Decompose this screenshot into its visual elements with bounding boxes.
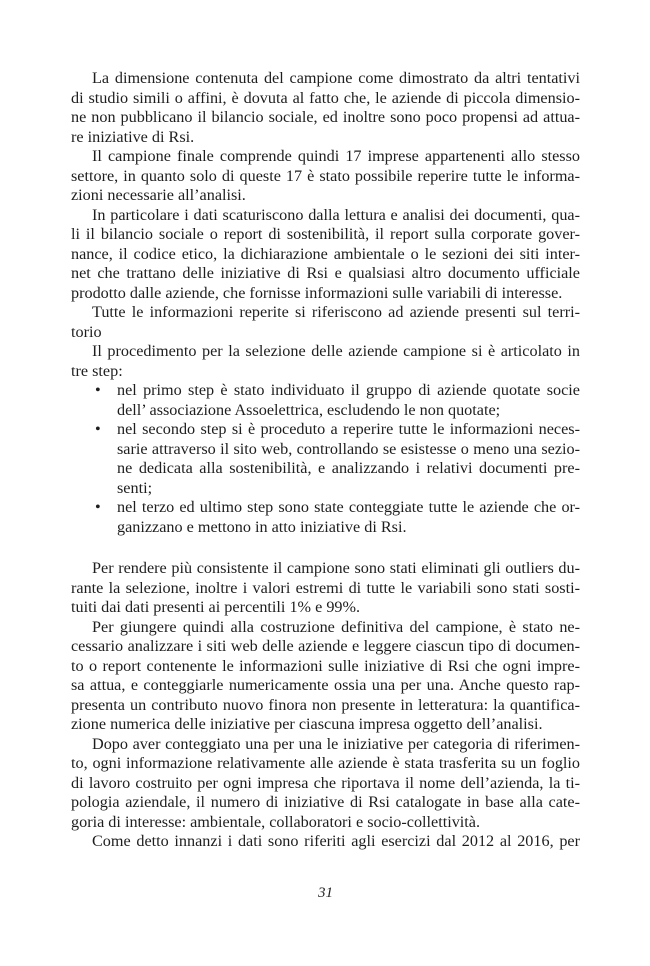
text-line: Tutte le informazioni reperite si riferiscono ad aziende presenti sul terri- <box>92 303 580 321</box>
bullet-marker: • <box>95 420 101 438</box>
text-line: senti; <box>117 478 153 497</box>
text-line: zioni necessarie all’analisi. <box>71 186 246 204</box>
paragraph <box>71 618 580 735</box>
text-line: ne dedicata alla sostenibilità, e analizzando i relativi documenti pre- <box>117 459 580 477</box>
text-line: ne non pubblicano il bilancio sociale, ed inoltre sono poco propensi ad attua- <box>71 108 580 126</box>
text-line: rante la selezione, inoltre i valori estremi di tutte le variabili sono stati sosti- <box>71 578 580 597</box>
text-line: zione numerica delle iniziative per ciascuna impresa oggetto dell’analisi. <box>71 715 543 733</box>
text-line: cessario analizzare i siti web delle aziende e leggere ciascun tipo di documen- <box>71 637 580 655</box>
text-line: presenta un contributo nuovo finora non presente in letteratura: la quantifica- <box>71 695 580 714</box>
text-line: Dopo aver conteggiato una per una le iniziative per categoria di riferimen- <box>92 734 580 753</box>
text-line: net che trattano delle iniziative di Rsi e qualsiasi altro documento ufficiale <box>71 264 580 282</box>
paragraph <box>71 303 580 342</box>
text-line: dell’ associazione Assoelettrica, escludendo le non quotate; <box>117 400 501 419</box>
bullet-text <box>117 498 580 537</box>
bullet-item <box>71 420 580 498</box>
paragraph <box>71 69 580 147</box>
text-line: nel primo step è stato individuato il gruppo di aziende quotate socie <box>117 381 580 399</box>
text-line: Come detto innanzi i dati sono riferiti agli esercizi dal 2012 al 2016, per <box>92 832 580 850</box>
body-text <box>71 69 580 852</box>
text-line: pologia aziendale, il numero di iniziative di Rsi catalogate in base alla cate- <box>71 793 580 811</box>
page-number: 31 <box>318 885 333 901</box>
text-line: li il bilancio sociale o report di sostenibilità, il report sulla corporate gover- <box>71 225 580 243</box>
text-line: di studio simili o affini, è dovuta al fatto che, le aziende di piccola dimensio- <box>71 88 580 107</box>
bullet-marker: • <box>95 498 101 516</box>
text-line: tuiti dai dati presenti ai percentili 1% e 99%. <box>71 598 361 616</box>
text-line: nel terzo ed ultimo step sono state conteggiate tutte le aziende che or- <box>117 498 580 516</box>
bullet-item <box>71 381 580 420</box>
text-line: di lavoro costruito per ogni impresa che riportava il nome dell’azienda, la ti- <box>71 773 580 792</box>
text-line: Per rendere più consistente il campione sono stati eliminati gli outliers du- <box>92 559 580 577</box>
text-line: to, ogni informazione relativamente alle aziende è stata trasferita su un foglio <box>71 754 580 772</box>
text-line: Il procedimento per la selezione delle aziende campione si è articolato in <box>92 342 580 360</box>
text-line: nel secondo step si è proceduto a reperire tutte le informazioni neces- <box>117 420 580 438</box>
text-line: La dimensione contenuta del campione come dimostrato da altri tentativi <box>92 69 580 87</box>
text-line: prodotto dalle aziende, che fornisse informazioni sulle variabili di interesse. <box>71 283 563 302</box>
text-line: to o report contenente le informazioni sulle iniziative di Rsi che ogni impre- <box>71 656 580 675</box>
text-line: Il campione finale comprende quindi 17 imprese appartenenti allo stesso <box>92 147 580 165</box>
paragraph <box>71 735 580 833</box>
text-line: In particolare i dati scaturiscono dalla lettura e analisi dei documenti, qua- <box>92 205 580 224</box>
text-line: settore, in quanto solo di queste 17 è stato possibile reperire tutte le informa- <box>71 166 580 185</box>
paragraph <box>71 832 580 852</box>
text-line: torio <box>71 322 102 341</box>
text-line: sa attua, e conteggiarle numericamente ossia una per una. Anche questo rap- <box>71 676 580 694</box>
text-line: Per giungere quindi alla costruzione definitiva del campione, è stato ne- <box>92 617 580 636</box>
paragraph <box>71 147 580 206</box>
bullet-text <box>117 420 580 498</box>
text-line: re iniziative di Rsi. <box>71 127 195 146</box>
text-line: tre step: <box>71 361 123 380</box>
paragraph <box>71 559 580 618</box>
bullet-text <box>117 381 580 420</box>
paragraph <box>71 206 580 304</box>
bullet-marker: • <box>95 381 101 399</box>
text-line: sarie attraverso il sito web, controllando se esistesse o meno una sezio- <box>117 439 580 458</box>
bullet-item <box>71 498 580 537</box>
text-line: ganizzano e mettono in atto iniziative di Rsi. <box>117 517 407 536</box>
text-line: nance, il codice etico, la dichiarazione ambientale o le sezioni dei siti inter- <box>71 244 580 263</box>
text-line: goria di interesse: ambientale, collaboratori e socio-collettività. <box>71 812 481 831</box>
paragraph <box>71 342 580 381</box>
